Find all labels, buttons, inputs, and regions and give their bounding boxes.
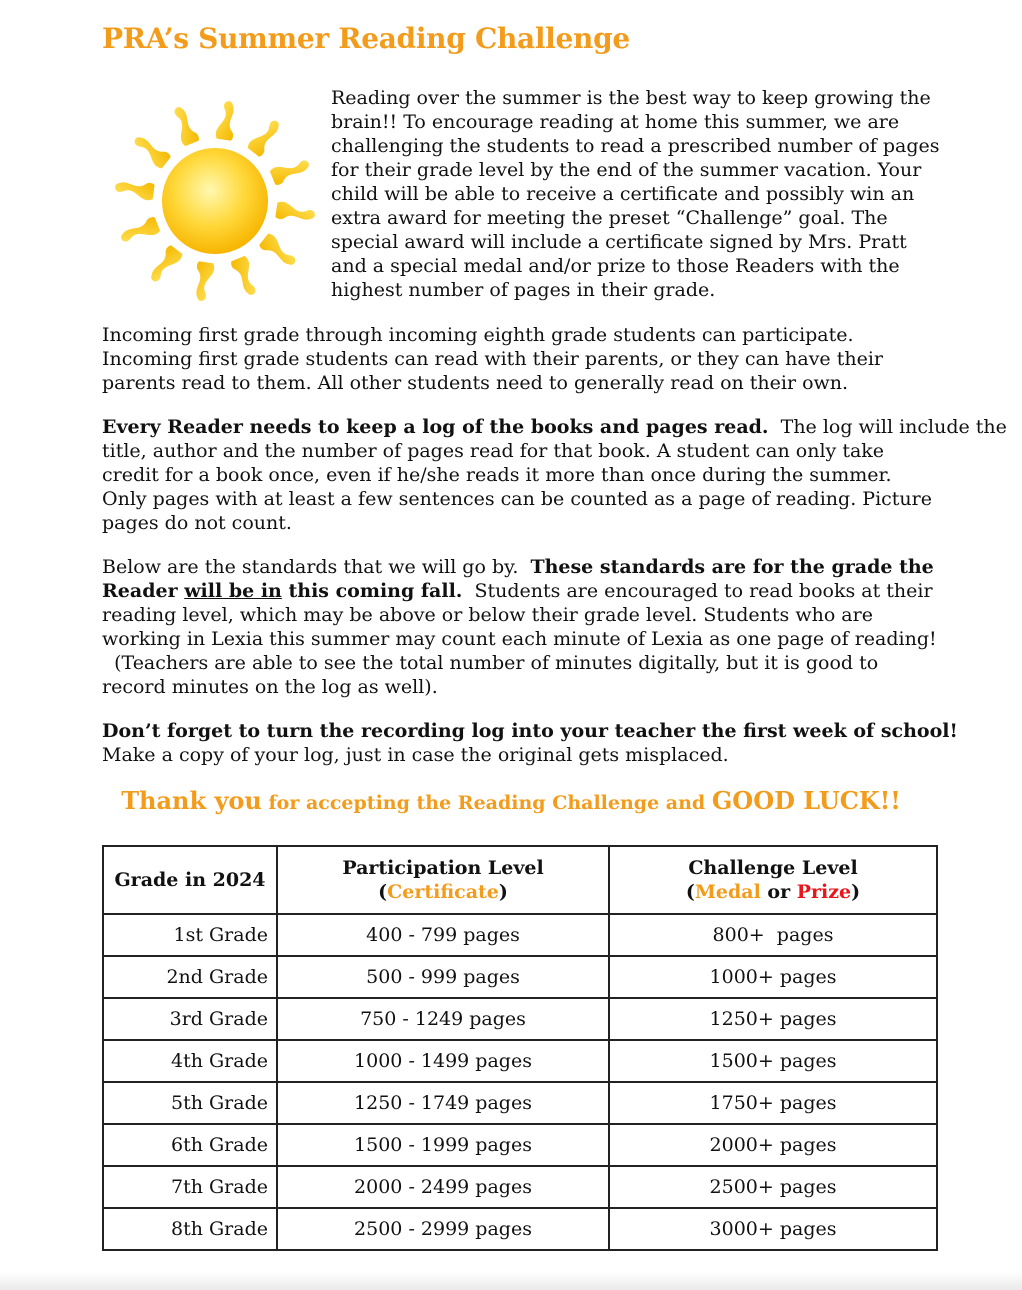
standards-line: reading level, which may be above or below their grade level. Students who are (102, 604, 873, 626)
standards-line (102, 579, 937, 603)
participation-line: parents read to them. All other students need to generally read on their own. (102, 372, 849, 394)
sun-icon (112, 98, 318, 304)
intro-line: challenging the students to read a prescribed number of pages (331, 135, 940, 157)
prize-label: Prize (796, 881, 852, 903)
table-row (103, 914, 937, 956)
page-bottom-shadow (0, 1272, 1022, 1290)
grade-cell: 5th Grade (103, 1082, 277, 1124)
intro-line: and a special medal and/or prize to those Readers with the (331, 255, 900, 277)
reading-levels-table (102, 845, 938, 1251)
intro-line: child will be able to receive a certificate and possibly win an (331, 183, 915, 205)
intro-line: extra award for meeting the preset “Challenge” goal. The (331, 207, 888, 229)
sun-ray (130, 132, 171, 170)
grade-cell: 3rd Grade (103, 998, 277, 1040)
grade-cell: 8th Grade (103, 1208, 277, 1250)
intro-paragraph (331, 86, 940, 302)
thanks-big: Thank you (121, 786, 262, 815)
log-paragraph (102, 415, 1007, 535)
log-line: title, author and the number of pages read for that book. A student can only take (102, 440, 885, 462)
paren: ( (685, 881, 695, 903)
thanks-middle: for accepting the Reading Challenge and (261, 792, 712, 814)
header-challenge-title: Challenge Level (688, 857, 858, 879)
challenge-cell: 1250+ pages (609, 998, 937, 1040)
standards-rest: Students are encouraged to read books at their (462, 580, 933, 602)
thanks-banner (0, 786, 1022, 815)
challenge-cell: 1750+ pages (609, 1082, 937, 1124)
sun-ray (215, 100, 238, 141)
table-row (103, 1040, 937, 1082)
reminder-rest: Make a copy of your log, just in case the original gets misplaced. (102, 744, 729, 766)
medal-label: Medal (694, 881, 761, 903)
grade-cell: 4th Grade (103, 1040, 277, 1082)
participation-cell: 1250 - 1749 pages (277, 1082, 609, 1124)
sun-ray (192, 261, 215, 302)
log-line: pages do not count. (102, 512, 292, 534)
standards-bold: this coming fall. (281, 580, 463, 602)
challenge-cell: 2000+ pages (609, 1124, 937, 1166)
certificate-label: Certificate (387, 881, 499, 903)
header-participation-award (286, 880, 600, 904)
challenge-cell: 3000+ pages (609, 1208, 937, 1250)
sun-ray (246, 116, 284, 157)
challenge-cell: 1000+ pages (609, 956, 937, 998)
sun-ray (269, 155, 312, 186)
log-requirement-rest: The log will include the (768, 416, 1007, 438)
participation-cell: 750 - 1249 pages (277, 998, 609, 1040)
participation-cell: 2500 - 2999 pages (277, 1208, 609, 1250)
participation-cell: 1000 - 1499 pages (277, 1040, 609, 1082)
standards-intro: Below are the standards that we will go by. (102, 556, 531, 578)
table-row (103, 1166, 937, 1208)
grade-cell: 6th Grade (103, 1124, 277, 1166)
participation-line: Incoming first grade students can read with their parents, or they can have their (102, 348, 883, 370)
intro-line: Reading over the summer is the best way to keep growing the (331, 87, 931, 109)
participation-cell: 400 - 799 pages (277, 914, 609, 956)
log-line: Only pages with at least a few sentences can be counted as a page of reading. Picture (102, 488, 932, 510)
participation-cell: 2000 - 2499 pages (277, 1166, 609, 1208)
table-row (103, 1208, 937, 1250)
challenge-cell: 1500+ pages (609, 1040, 937, 1082)
challenge-cell: 800+ pages (609, 914, 937, 956)
standards-line: record minutes on the log as well). (102, 676, 438, 698)
header-challenge-award (618, 880, 928, 904)
paren: ( (378, 881, 388, 903)
standards-paragraph (102, 555, 937, 699)
standards-bold: These standards are for the grade the (530, 556, 934, 578)
header-participation-title: Participation Level (342, 857, 544, 879)
intro-line: for their grade level by the end of the summer vacation. Your (331, 159, 922, 181)
sun-ray (230, 255, 261, 298)
header-participation (277, 846, 609, 914)
intro-line: brain!! To encourage reading at home this summer, we are (331, 111, 900, 133)
log-line (102, 415, 1007, 439)
log-requirement-bold: Every Reader needs to keep a log of the books and pages read. (102, 416, 769, 438)
good-luck: GOOD LUCK!! (711, 786, 901, 815)
log-line: credit for a book once, even if he/she reads it more than once during the summer. (102, 464, 892, 486)
table-row (103, 1124, 937, 1166)
header-challenge (609, 846, 937, 914)
reminder-paragraph (102, 719, 958, 767)
table-row (103, 998, 937, 1040)
reminder-bold: Don’t forget to turn the recording log into your teacher the first week of school! (102, 720, 958, 742)
or-label: or (760, 881, 797, 903)
sun-ray (118, 216, 161, 247)
header-grade: Grade in 2024 (103, 846, 277, 914)
paren: ) (851, 881, 861, 903)
standards-line: working in Lexia this summer may count each minute of Lexia as one page of reading! (102, 628, 937, 650)
sun-ray (114, 178, 155, 201)
sun-ray (275, 201, 316, 224)
table-body (103, 914, 937, 1250)
participation-paragraph (102, 323, 883, 395)
sun-ray (258, 232, 299, 270)
participation-cell: 1500 - 1999 pages (277, 1124, 609, 1166)
grade-cell: 1st Grade (103, 914, 277, 956)
table-row (103, 956, 937, 998)
sun-ray (169, 104, 200, 147)
participation-cell: 500 - 999 pages (277, 956, 609, 998)
grade-cell: 2nd Grade (103, 956, 277, 998)
challenge-cell: 2500+ pages (609, 1166, 937, 1208)
participation-line: Incoming first grade through incoming eighth grade students can participate. (102, 324, 854, 346)
table-header-row (103, 846, 937, 914)
standards-underline: will be in (184, 580, 282, 602)
intro-line: highest number of pages in their grade. (331, 279, 716, 301)
table-row (103, 1082, 937, 1124)
page-title: PRA’s Summer Reading Challenge (102, 22, 630, 55)
standards-line (102, 555, 937, 579)
paren: ) (498, 881, 508, 903)
standards-line: (Teachers are able to see the total number of minutes digitally, but it is good to (102, 652, 879, 674)
standards-bold: Reader (102, 580, 185, 602)
sun-ray (146, 244, 184, 285)
intro-line: special award will include a certificate signed by Mrs. Pratt (331, 231, 907, 253)
grade-cell: 7th Grade (103, 1166, 277, 1208)
